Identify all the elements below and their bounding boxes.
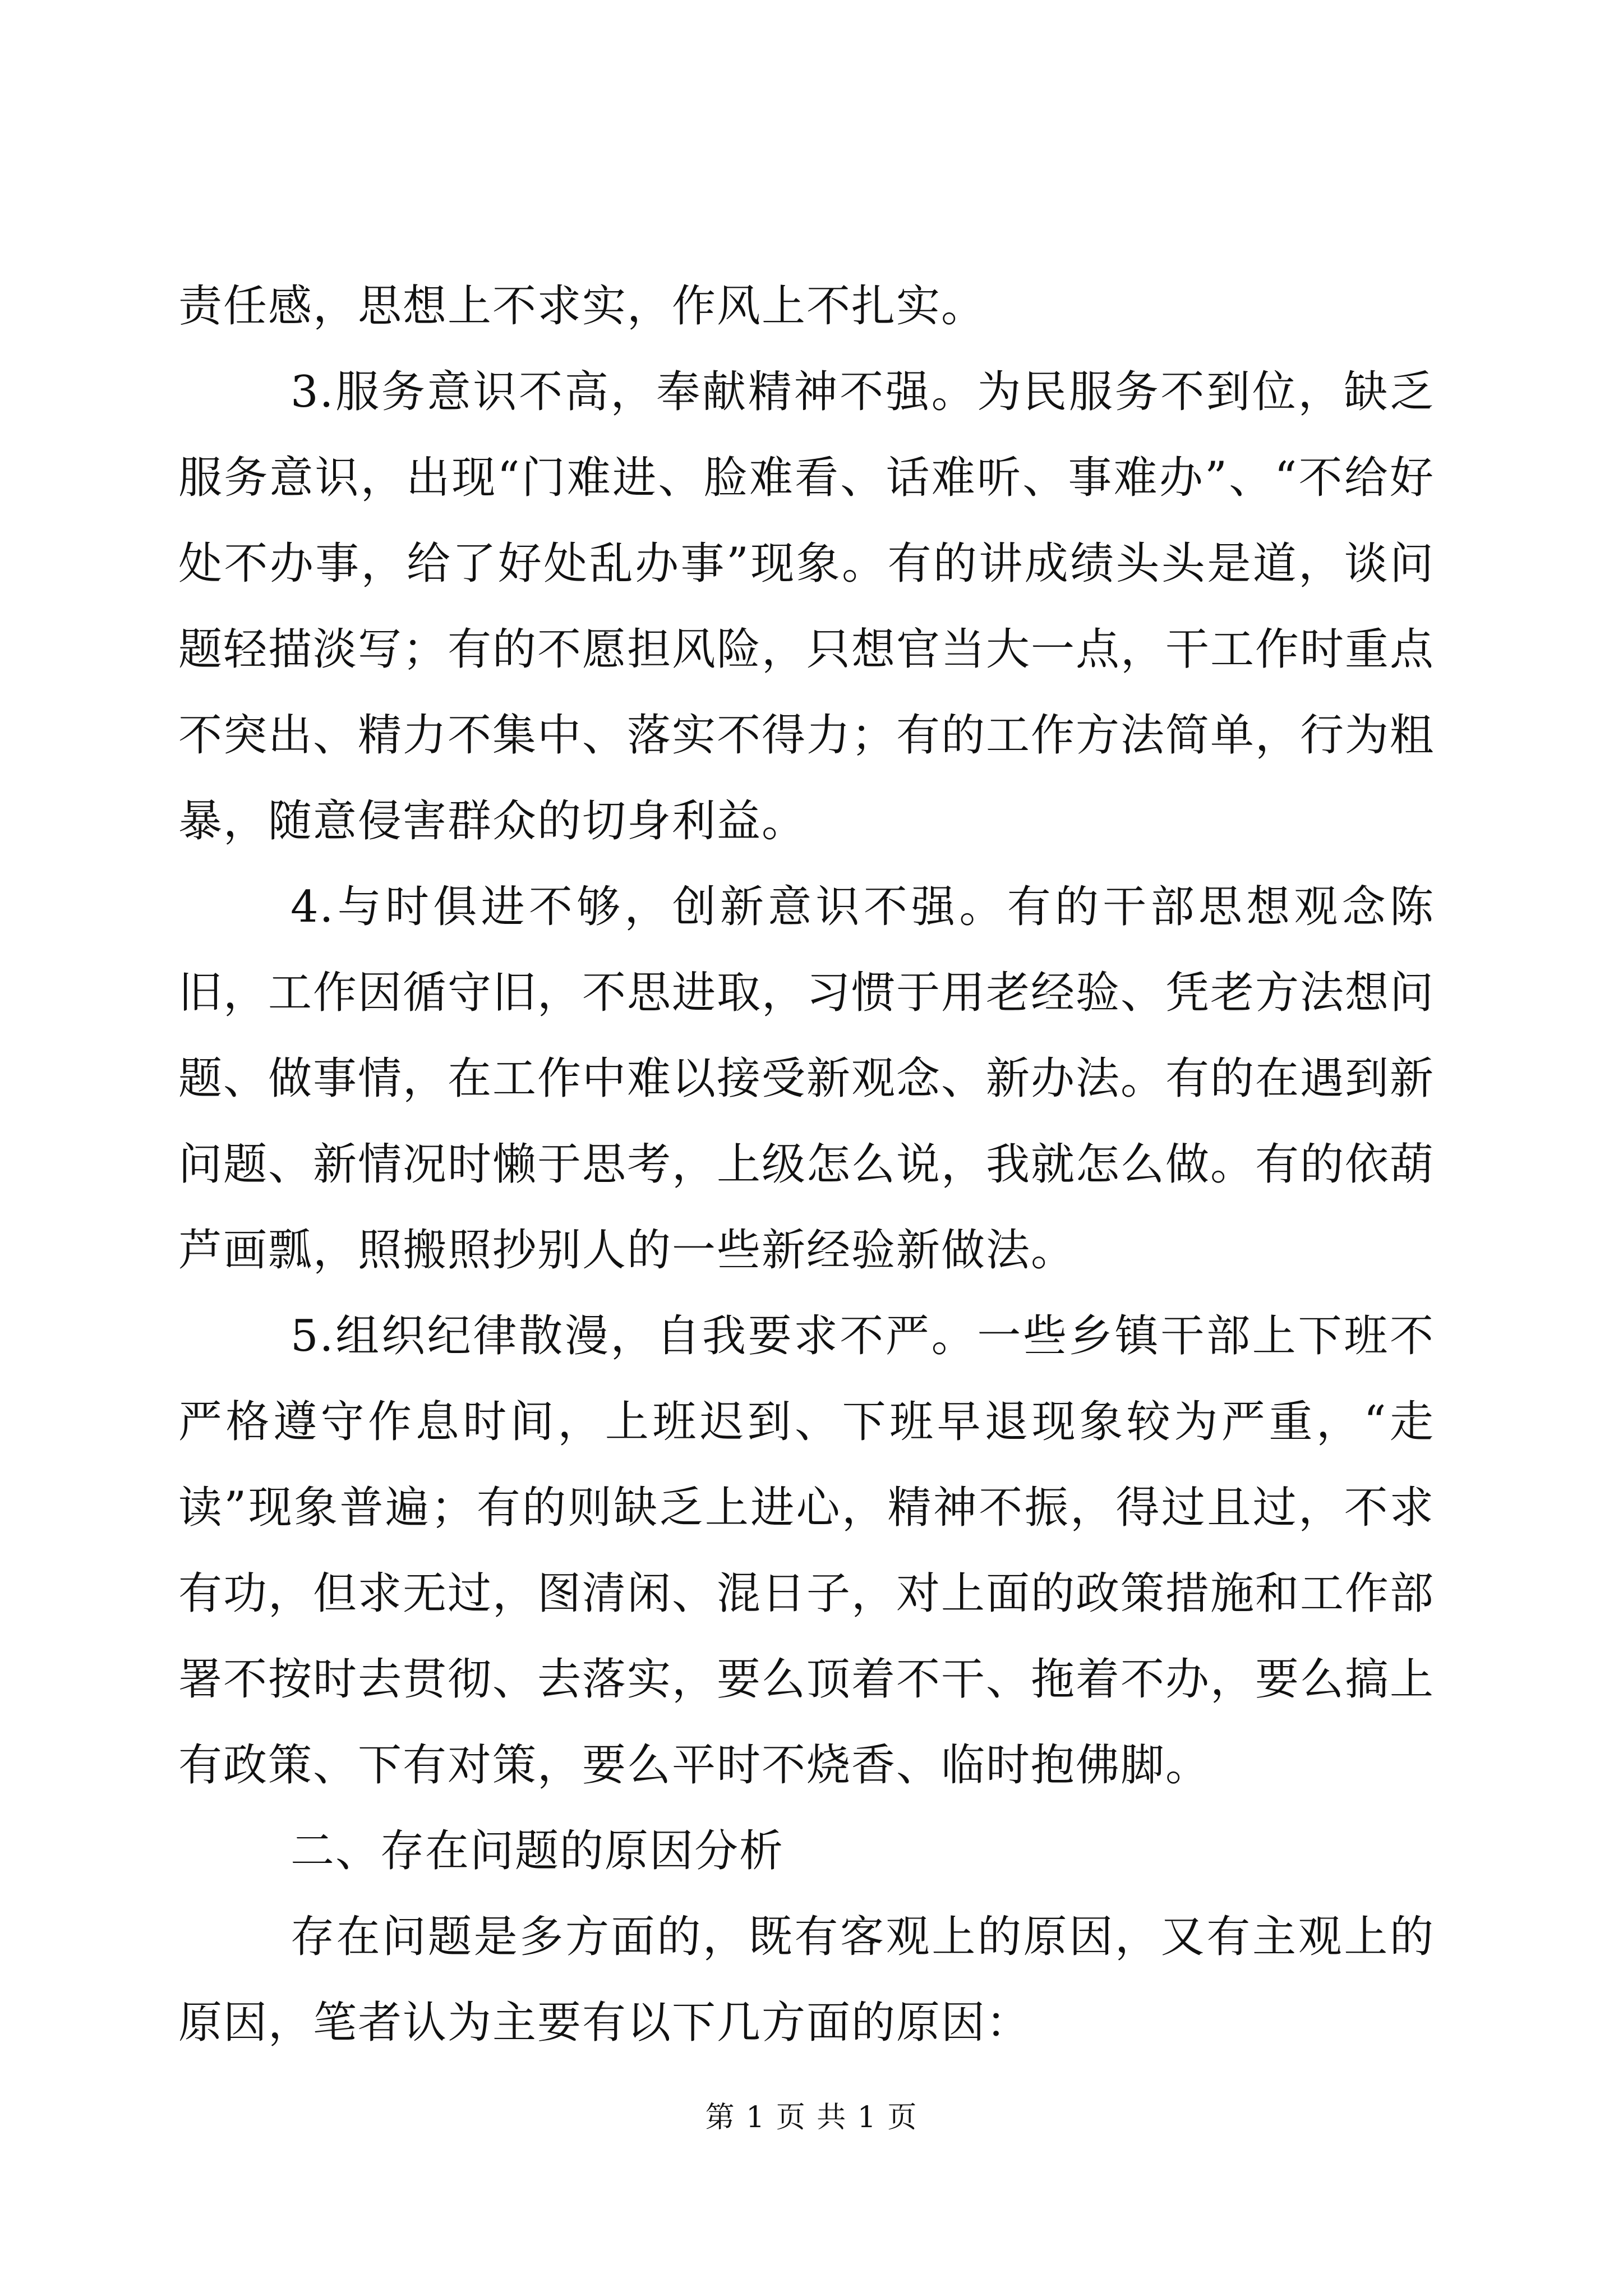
page-footer: 第 1 页 共 1 页 [705,2101,918,2134]
document-body [178,264,1435,2066]
paragraph-cause-intro: 存在问题是多方面的，既有客观上的原因，又有主观上的原因，笔者认为主要有以下几方面的原因： [178,1912,1435,2048]
paragraph-item-3: 3.服务意识不高，奉献精神不强。为民服务不到位，缺乏服务意识，出现“门难进、脸难看、话难听、事难办”、“不给好处不办事，给了好处乱办事”现象。有的讲成绩头头是道，谈问题轻描淡写；有的不愿担风险，只想官当大一点，干工作时重点不突出、精力不集中、落实不得力；有的工作方法简单，行为粗暴，随意侵害群众的切身利益。 [178,367,1435,846]
paragraph-continuation: 责任感，思想上不求实，作风上不扎实。 [178,281,986,332]
paragraph-item-5: 5.组织纪律散漫，自我要求不严。一些乡镇干部上下班不严格遵守作息时间，上班迟到、下班早退现象较为严重，“走读”现象普遍；有的则缺乏上进心，精神不振，得过且过，不求有功，但求无过，图清闲、混日子，对上面的政策措施和工作部署不按时去贯彻、去落实，要么顶着不干、拖着不办，要么搞上有政策、下有对策，要么平时不烧香、临时抱佛脚。 [178,1311,1435,1791]
section-heading: 二、存在问题的原因分析 [291,1826,785,1876]
paragraph-item-4: 4.与时俱进不够，创新意识不强。有的干部思想观念陈旧，工作因循守旧，不思进取，习惯于用老经验、凭老方法想问题、做事情，在工作中难以接受新观念、新办法。有的在遇到新问题、新情况时懒于思考，上级怎么说，我就怎么做。有的依葫芦画瓢，照搬照抄别人的一些新经验新做法。 [178,882,1435,1276]
